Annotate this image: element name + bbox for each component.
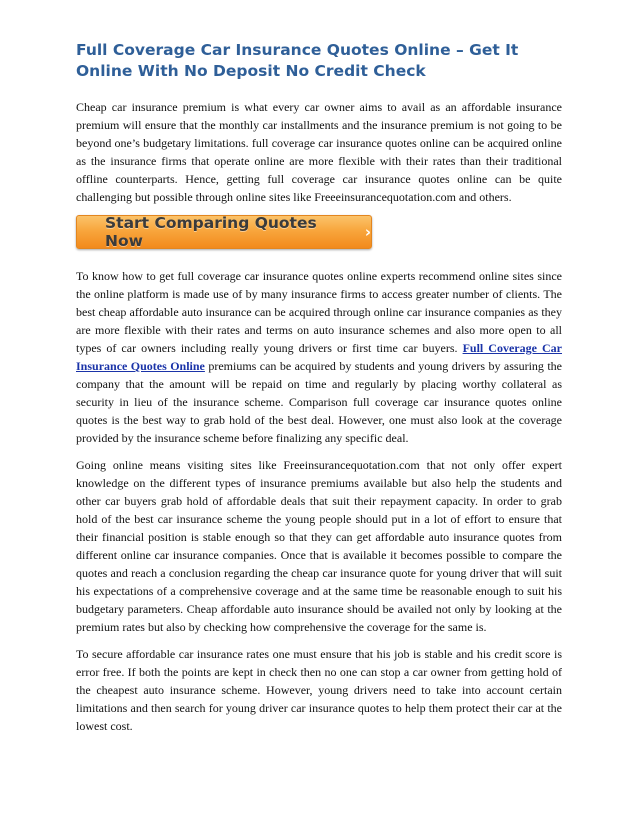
start-comparing-quotes-button[interactable]: [76, 215, 372, 249]
page-title: Full Coverage Car Insurance Quotes Online – Get It Online With No Deposit No Credit Check: [76, 41, 519, 80]
chevron-right-icon: ›: [364, 223, 371, 241]
cta-container: [76, 215, 562, 251]
paragraph-text-after-link: premiums can be acquired by students and young drivers by assuring the company that the amount will be repaid on time and regularly by placing worthy collateral as security in lieu of the insurance scheme. Comparison full coverage car insurance quotes online quotes is the best way to grab hold of the best deal. However, one must also look at the coverage provided by the insurance scheme before finalizing any specific deal.: [76, 359, 563, 445]
paragraph-text-before-link: To know how to get full coverage car insurance quotes online experts recommend online sites since the online platform is made use of by many insurance firms to access greater number of clients. The best cheap affordable auto insurance can be acquired through online car insurance companies as they are more flexible with their rates and terms on auto insurance schemes and also more open to all types of car owners including really young drivers or first time car buyers.: [76, 269, 562, 355]
paragraph-intro: Cheap car insurance premium is what every car owner aims to avail as an affordable insurance premium will ensure that the monthly car installments and the insurance premium is not going to be beyond one’s budgetary limitations. full coverage car insurance quotes online can be acquired online as the insurance firms that operate online are more flexible with their rates than their traditional offline counterparts. Hence, getting full coverage car insurance quotes online can be quite challenging but possible through online sites like Freeeinsurancequotation.com and others.: [76, 100, 562, 204]
paragraph-secure-rates: To secure affordable car insurance rates one must ensure that his job is stable and his credit score is error free. If both the points are kept in check then no one can stop a car owner from getting hold of the cheapest auto insurance scheme. However, young drivers need to take into account certain limitations and then search for young driver car insurance quotes to help them protect their car at the lowest cost.: [76, 647, 562, 733]
paragraph-online-experts: [76, 267, 562, 447]
document-page: [76, 40, 562, 744]
cta-button-label: Start Comparing Quotes Now: [105, 214, 317, 250]
full-coverage-quotes-link[interactable]: Full Coverage Car Insurance Quotes Online: [76, 341, 562, 373]
paragraph-going-online: Going online means visiting sites like Freeinsurancequotation.com that not only offer expert knowledge on the different types of insurance premiums available but also help the students and other car buyers grab hold of affordable deals that suit their repayment capacity. In order to grab hold of the best car insurance scheme the young people should put in a lot of effort to ensure that their financial position is stable enough so that they can get affordable auto insurance quotes from different online car insurance companies. Once that is available it becomes possible to compare the quotes and reach a conclusion regarding the cheap car insurance quote for young driver that will suit his expectations of a comprehensive coverage and at the same time be reasonable enough to suit his budgetary parameters. Cheap affordable auto insurance should be availed not only by looking at the premium rates but also by checking how comprehensive the coverage for the same is.: [76, 458, 562, 634]
